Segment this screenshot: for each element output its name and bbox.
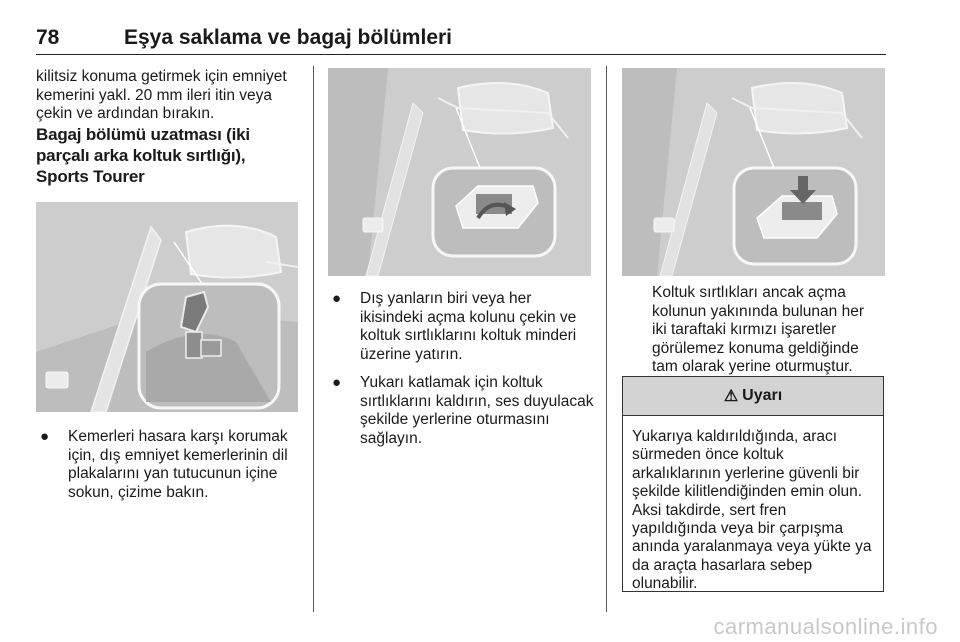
- page-header: [36, 24, 886, 55]
- column-2-bullets: [328, 290, 594, 448]
- column-1-bullets: [36, 428, 302, 502]
- release-lever-illustration: [328, 68, 591, 276]
- body-paragraph: Koltuk sırtlıkları ancak açma kolunun yakınında bulunan her iki taraftaki kırmızı işaretler görülemez konuma geldiğinde tam olarak yerine oturmuştur.: [652, 284, 864, 375]
- bullet-icon: ●: [40, 428, 50, 445]
- warning-triangle-icon: ⚠: [723, 388, 739, 405]
- warning-title: Uyarı: [742, 387, 783, 404]
- page-number: 78: [36, 26, 60, 49]
- column-divider-2: [606, 66, 607, 612]
- list-item: [36, 428, 302, 502]
- chapter-title: Eşya saklama ve bagaj bölümleri: [124, 26, 453, 49]
- bullet-text: Kemerleri hasara karşı korumak için, dış emniyet kemerlerinin dil plakalarını yan tutucunun içine sokun, çizime bakın.: [68, 428, 288, 501]
- warning-box: [622, 376, 884, 592]
- bullet-icon: ●: [332, 374, 342, 391]
- red-marker-illustration: [622, 68, 885, 276]
- list-item: [328, 374, 594, 448]
- bullet-text: Dış yanların biri veya her ikisindeki açma kolunu çekin ve koltuk sırtlıklarını koltuk minderi üzerine yatırın.: [360, 290, 577, 363]
- seatbelt-holder-illustration: [36, 202, 298, 412]
- list-item: [328, 290, 594, 364]
- column-3-text: [652, 284, 880, 377]
- section-heading: Bagaj bölümü uzatması (iki parçalı arka koltuk sırtlığı), Sports Tourer: [36, 124, 250, 186]
- column-1: [36, 68, 302, 187]
- warning-body: Yukarıya kaldırıldığında, aracı sürmeden önce koltuk arkalıklarının yerlerine güvenli bir şekilde kilitlendiğinden emin olun. Aksi takdirde, sert fren yapıldığında veya bir çarpışma anında yaralanmaya veya yükte ya da araçta hasarlara sebep olunabilir.: [632, 428, 872, 593]
- intro-paragraph: kilitsiz konuma getirmek için emniyet kemerini yakl. 20 mm ileri itin veya çekin ve ardından bırakın.: [36, 68, 287, 122]
- watermark: carmanualsonline.info: [713, 614, 938, 639]
- column-divider-1: [313, 66, 314, 612]
- bullet-icon: ●: [332, 290, 342, 307]
- bullet-text: Yukarı katlamak için koltuk sırtlıklarını kaldırın, ses duyulacak şekilde yerlerine oturmasını sağlayın.: [360, 374, 594, 447]
- warning-header: [623, 377, 883, 416]
